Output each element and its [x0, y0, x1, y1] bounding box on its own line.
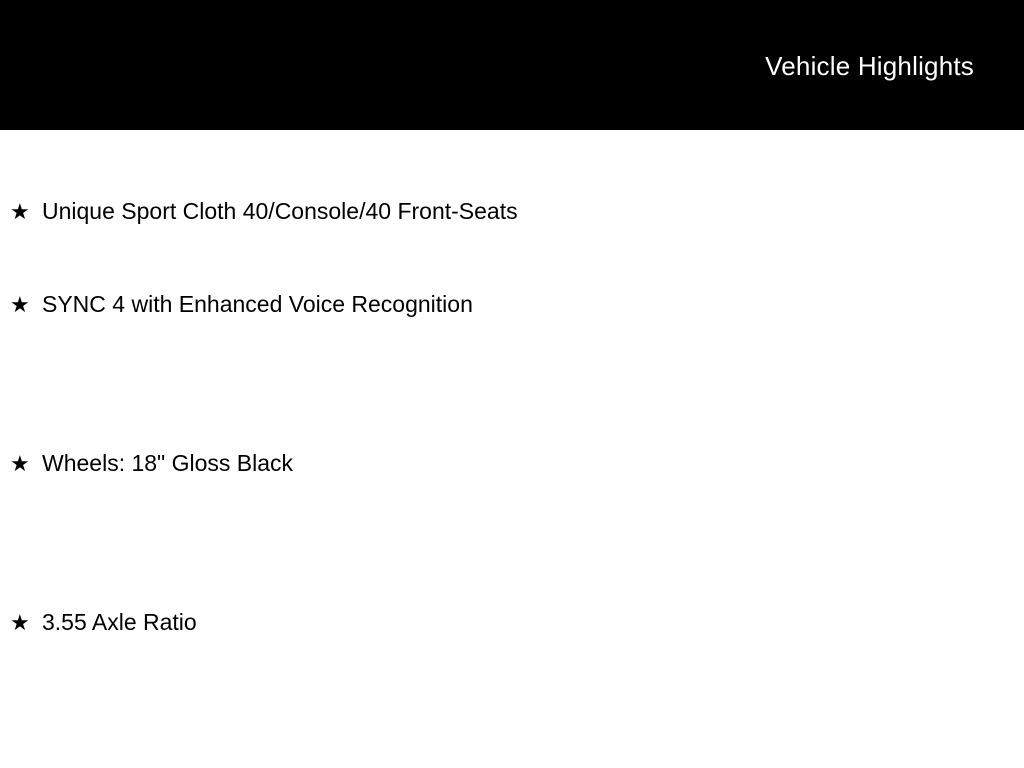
highlight-label: 3.55 Axle Ratio: [42, 609, 197, 635]
list-item: [0, 448, 1024, 607]
vehicle-highlights-list: [0, 130, 1024, 766]
highlight-label: Unique Sport Cloth 40/Console/40 Front-Seats: [42, 198, 518, 224]
highlight-label: SYNC 4 with Enhanced Voice Recognition: [42, 291, 473, 317]
list-item: [0, 130, 1024, 289]
header-bar: [0, 0, 1024, 130]
star-bullet-icon: ★: [10, 199, 30, 224]
list-item: [0, 289, 1024, 448]
list-item: [0, 607, 1024, 766]
star-bullet-icon: ★: [10, 610, 30, 635]
star-bullet-icon: ★: [10, 292, 30, 317]
highlight-label: Wheels: 18" Gloss Black: [42, 450, 294, 476]
page-title: Vehicle Highlights: [765, 51, 974, 81]
star-bullet-icon: ★: [10, 451, 30, 476]
